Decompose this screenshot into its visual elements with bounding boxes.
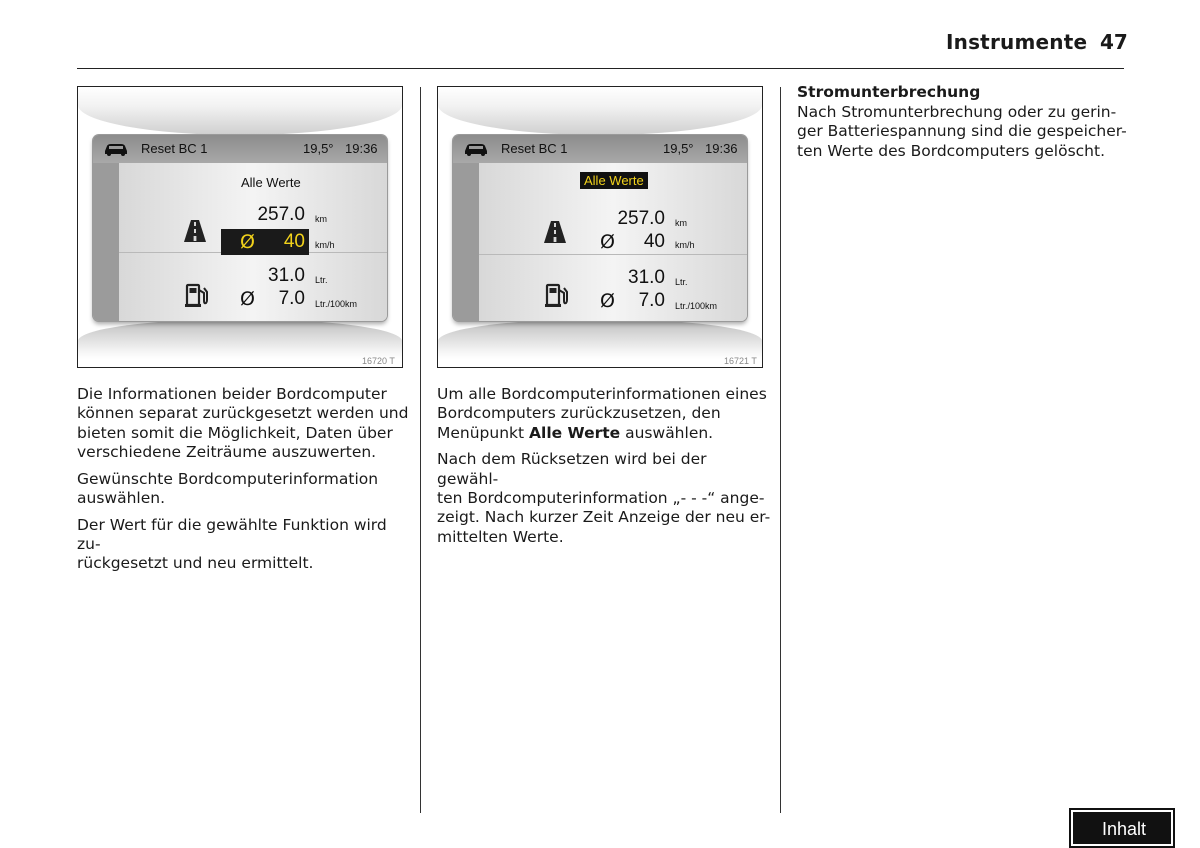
bordcomputer-display (453, 135, 747, 321)
display-left-bar (93, 163, 119, 321)
road-icon (543, 220, 567, 244)
paragraph: Gewünschte Bordcomputerinformation auswählen. (77, 469, 379, 507)
page-number: 47 (1100, 30, 1128, 54)
display-time: 19:36 (345, 141, 378, 156)
display-separator (479, 254, 747, 255)
distance-unit: km (675, 218, 687, 228)
avg-speed-symbol: Ø (600, 231, 615, 253)
display-left-bar (453, 163, 479, 321)
display-bezel-top (78, 87, 402, 135)
fuel-pump-icon (545, 282, 569, 308)
display-title: Reset BC 1 (501, 141, 568, 156)
road-icon (183, 219, 207, 243)
distance-unit: km (315, 214, 327, 224)
display-bezel-bottom (438, 319, 762, 359)
figure-right (437, 86, 763, 368)
fuel-unit: Ltr. (315, 275, 328, 285)
column-divider-left (420, 87, 421, 813)
paragraph: Der Wert für die gewählte Funktion wird zu- rückgesetzt und neu ermittelt. (77, 515, 387, 573)
fuel-unit: Ltr. (675, 277, 688, 287)
consumption-unit: Ltr./100km (315, 299, 358, 309)
column-divider-right (780, 87, 781, 813)
column-left-text (77, 385, 412, 581)
display-title: Reset BC 1 (141, 141, 208, 156)
avg-speed-symbol: Ø (240, 231, 255, 253)
display-top-bar (93, 135, 387, 164)
paragraph: Nach dem Rücksetzen wird bei der gewähl- ten Bordcomputerinformation „- - -“ ange- zeigt. Nach kurzer Zeit Anzeige der neu er- mittelten Werte. (437, 450, 771, 546)
distance-value: 257.0 (257, 204, 305, 225)
display-temperature: 19,5° (663, 141, 694, 156)
speed-unit: km/h (675, 240, 695, 250)
speed-unit: km/h (315, 240, 335, 250)
section-heading: Stromunterbrechung (797, 83, 981, 101)
display-bezel-bottom (78, 319, 402, 359)
car-icon (103, 142, 129, 156)
figure-id: 16721 T (724, 356, 757, 366)
menu-item-alle-werte-selected: Alle Werte (580, 172, 648, 189)
figure-left (77, 86, 403, 368)
consumption-value: 7.0 (638, 290, 665, 311)
menu-item-alle-werte: Alle Werte (241, 175, 301, 190)
fuel-value: 31.0 (628, 267, 665, 288)
column-right-text: Nach Stromunterbrechung oder zu gerin- ger Batteriespannung sind die gespeicher- ten Werte des Bordcomputers gelöscht. (797, 103, 1127, 160)
page-header-title: Instrumente (946, 30, 1088, 54)
bordcomputer-display (93, 135, 387, 321)
figure-id: 16720 T (362, 356, 395, 366)
avg-consumption-symbol: Ø (600, 290, 615, 312)
display-bezel-top (438, 87, 762, 135)
avg-consumption-symbol: Ø (240, 288, 255, 310)
distance-value: 257.0 (617, 208, 665, 229)
inhalt-button[interactable] (1069, 808, 1175, 848)
consumption-value: 7.0 (278, 288, 305, 309)
speed-value: 40 (283, 231, 305, 252)
display-time: 19:36 (705, 141, 738, 156)
paragraph: Um alle Bordcomputerinformationen eines Bordcomputers zurückzusetzen, den Menüpunkt Alle Werte auswählen. (437, 385, 767, 442)
display-temperature: 19,5° (303, 141, 334, 156)
column-middle-text (437, 385, 772, 554)
fuel-pump-icon (185, 282, 209, 308)
consumption-unit: Ltr./100km (675, 301, 718, 311)
display-top-bar (453, 135, 747, 164)
inhalt-label: Inhalt (1077, 815, 1171, 844)
speed-value: 40 (643, 231, 665, 252)
header-rule (77, 68, 1124, 69)
menu-reference: Alle Werte (529, 423, 621, 442)
paragraph: Die Informationen beider Bordcomputer können separat zurückgesetzt werden und bieten somit die Möglichkeit, Daten über verschiedene Zeiträume auszuwerten. (77, 385, 409, 461)
car-icon (463, 142, 489, 156)
fuel-value: 31.0 (268, 265, 305, 286)
